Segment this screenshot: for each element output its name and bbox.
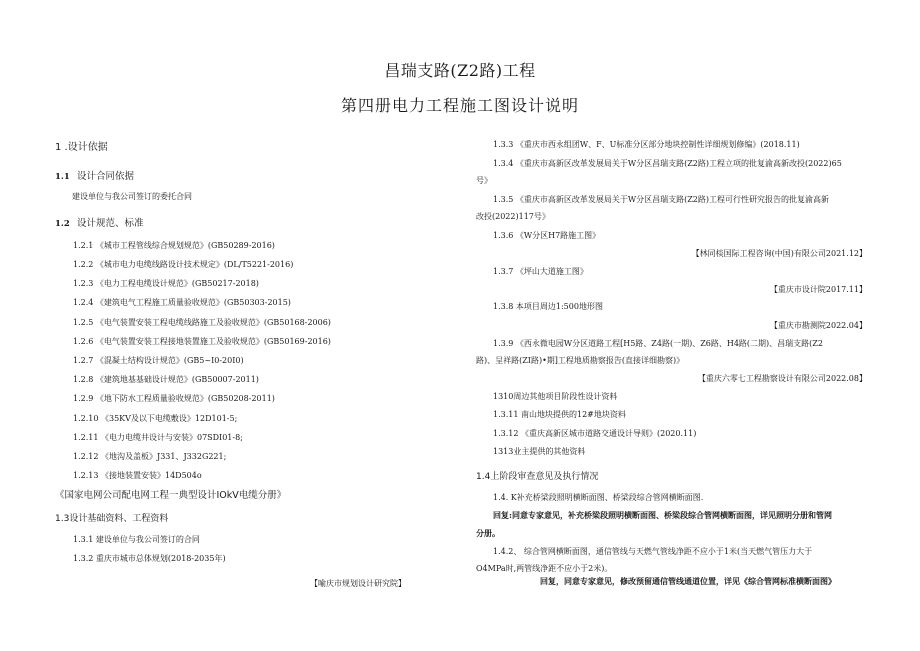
list-item: 1.3.9 《西永微电园W分区道路工程[H5路、Z4路(一期)、Z6路、H4路(二期)、昌瑞支路(Z2: [493, 339, 823, 348]
organization-note: 【重庆市勘测院2022.04】: [769, 321, 867, 330]
list-item: 1.2.2 《城市电力电缆线路设计技术规定》(DL/T5221-2016): [73, 260, 294, 269]
reply-text: 回复，同意专家意见，修改预留通信管线通道位置，详见《综合管网标准横断面图》: [540, 576, 836, 586]
section-1-1-number: 1.1: [55, 172, 70, 182]
list-item: 1.2.6 《电气装置安装工程接地装置施工及验收规范》(GB50169-2016): [73, 337, 331, 346]
organization-note: 【喻庆市规划设计研究院】: [310, 579, 406, 588]
grid-design-title: 《国家电网公司配电网工程一典型设计IOkV电缆分册》: [55, 490, 287, 501]
list-item: 1.2.12 《地沟及盖板》J331、J332G221;: [73, 452, 227, 461]
list-item: 1.2.7 《混凝土结构设计规范》(GB5~I0-20I0): [73, 356, 244, 365]
list-item: 1.3.2 重庆市城市总体规划(2018-2035年): [73, 554, 226, 563]
list-item: 1.2.13 《接地装置安装》14D504o: [73, 471, 202, 480]
list-item: 1.3.8 本项目周边1:500地形图: [493, 302, 603, 311]
section-1-3-heading: 1.3设计基础资料、工程资料: [55, 514, 169, 524]
list-item: 1.3.1 建设单位与我公司签订的合同: [73, 535, 200, 544]
section-1-1-heading: 设计合同依据: [77, 171, 135, 182]
reply-text: 回复:同意专家意见，补充桥梁段照明横断面图、桥梁段综合管网横断面图，详见照明分册和管网: [493, 510, 832, 520]
list-item: 1310周边其他项目阶段性设计资料: [493, 392, 618, 401]
reply-text-continued: 分册。: [476, 528, 500, 538]
organization-note: 【重庆六零七工程勘察设计有限公司2022.08】: [697, 374, 867, 383]
list-item: 1.2.3 《电力工程电缆设计规范》(GB50217-2018): [73, 279, 259, 288]
list-item: 1.4.2、 综合管网横断面图，通信管线与天燃气管线净距不应小于1米(当天燃气管压力大于: [493, 547, 813, 556]
list-item: 1313业主提供的其他资料: [493, 447, 586, 456]
document-title: 昌瑞支路(Z2路)工程: [384, 61, 536, 80]
list-item: 1.3.3 《重庆市西永组团W、F、U标准分区部分地块控制性详细规划修编》(2018.11): [493, 140, 800, 149]
list-item-continued: 改投(2022)117号》: [476, 212, 550, 221]
list-item: 1.3.11 南山地块提供的12#地块资料: [493, 410, 626, 419]
list-item: 1.2.1 《城市工程管线综合规划规范》(GB50289-2016): [73, 241, 275, 250]
list-item: 1.2.4 《建筑电气工程施工质量验收规范》(GB50303-2015): [73, 298, 291, 307]
list-item-continued: 号》: [476, 176, 492, 185]
list-item: 1.2.5 《电气装置安装工程电缆线路施工及验收规范》(GB50168-2006): [73, 318, 331, 327]
list-item: 1.3.7 《坪山大道施工图》: [493, 267, 588, 276]
list-item: 1.2.8 《建筑地基基础设计规范》(GB50007-2011): [73, 375, 259, 384]
section-1-1-text: 建设单位与我公司签订的委托合同: [72, 192, 192, 201]
section-1-2-number: 1.2: [55, 219, 70, 229]
list-item: 1.2.9 《地下防水工程质量验收规范》(GB50208-2011): [73, 394, 275, 403]
organization-note: 【林同棪国际工程咨询(中国)有限公司2021.12】: [691, 249, 867, 258]
list-item: 1.4. K补充桥梁段照明横断面图、桥梁段综合管网横断面图.: [493, 493, 704, 502]
document-subtitle: 第四册电力工程施工图设计说明: [340, 96, 579, 115]
organization-note: 【重庆市设计院2017.11】: [769, 285, 867, 294]
list-item-continued: 路)、呈祥路(ZI路)•期]工程地质勘察报告(直接详细勘察)》: [476, 356, 685, 365]
list-item: 1.3.5 《重庆市高新区改革发展局关于W分区昌瑞支路(Z2路)工程可行性研究报告的批复渝高新: [493, 195, 830, 204]
section-1-2-heading: 设计规范、标准: [77, 218, 144, 229]
section-1-heading: 1 .设计依据: [55, 142, 108, 153]
list-item: 1.2.10 《35KV及以下电缆敷设》12D101-5;: [73, 414, 238, 423]
list-item: 1.3.4 《重庆市高新区改革发展局关于W分区昌瑞支路(Z2路)工程立项的批复渝高新改投(2022)65: [493, 159, 842, 168]
list-item: 1.2.11 《电力电缆井设计与安装》07SDI01-8;: [73, 433, 243, 442]
list-item: 1.3.6 《W分区H7路施工图》: [493, 231, 601, 240]
list-item: 1.3.12 《重庆高新区城市道路交通设计导则》(2020.11): [493, 429, 697, 438]
section-1-4-heading: 1.4上阶段审查意见及执行情况: [476, 472, 599, 482]
list-item-continued: O4MPa时,两管线净距不应小于2米)。: [476, 564, 613, 573]
